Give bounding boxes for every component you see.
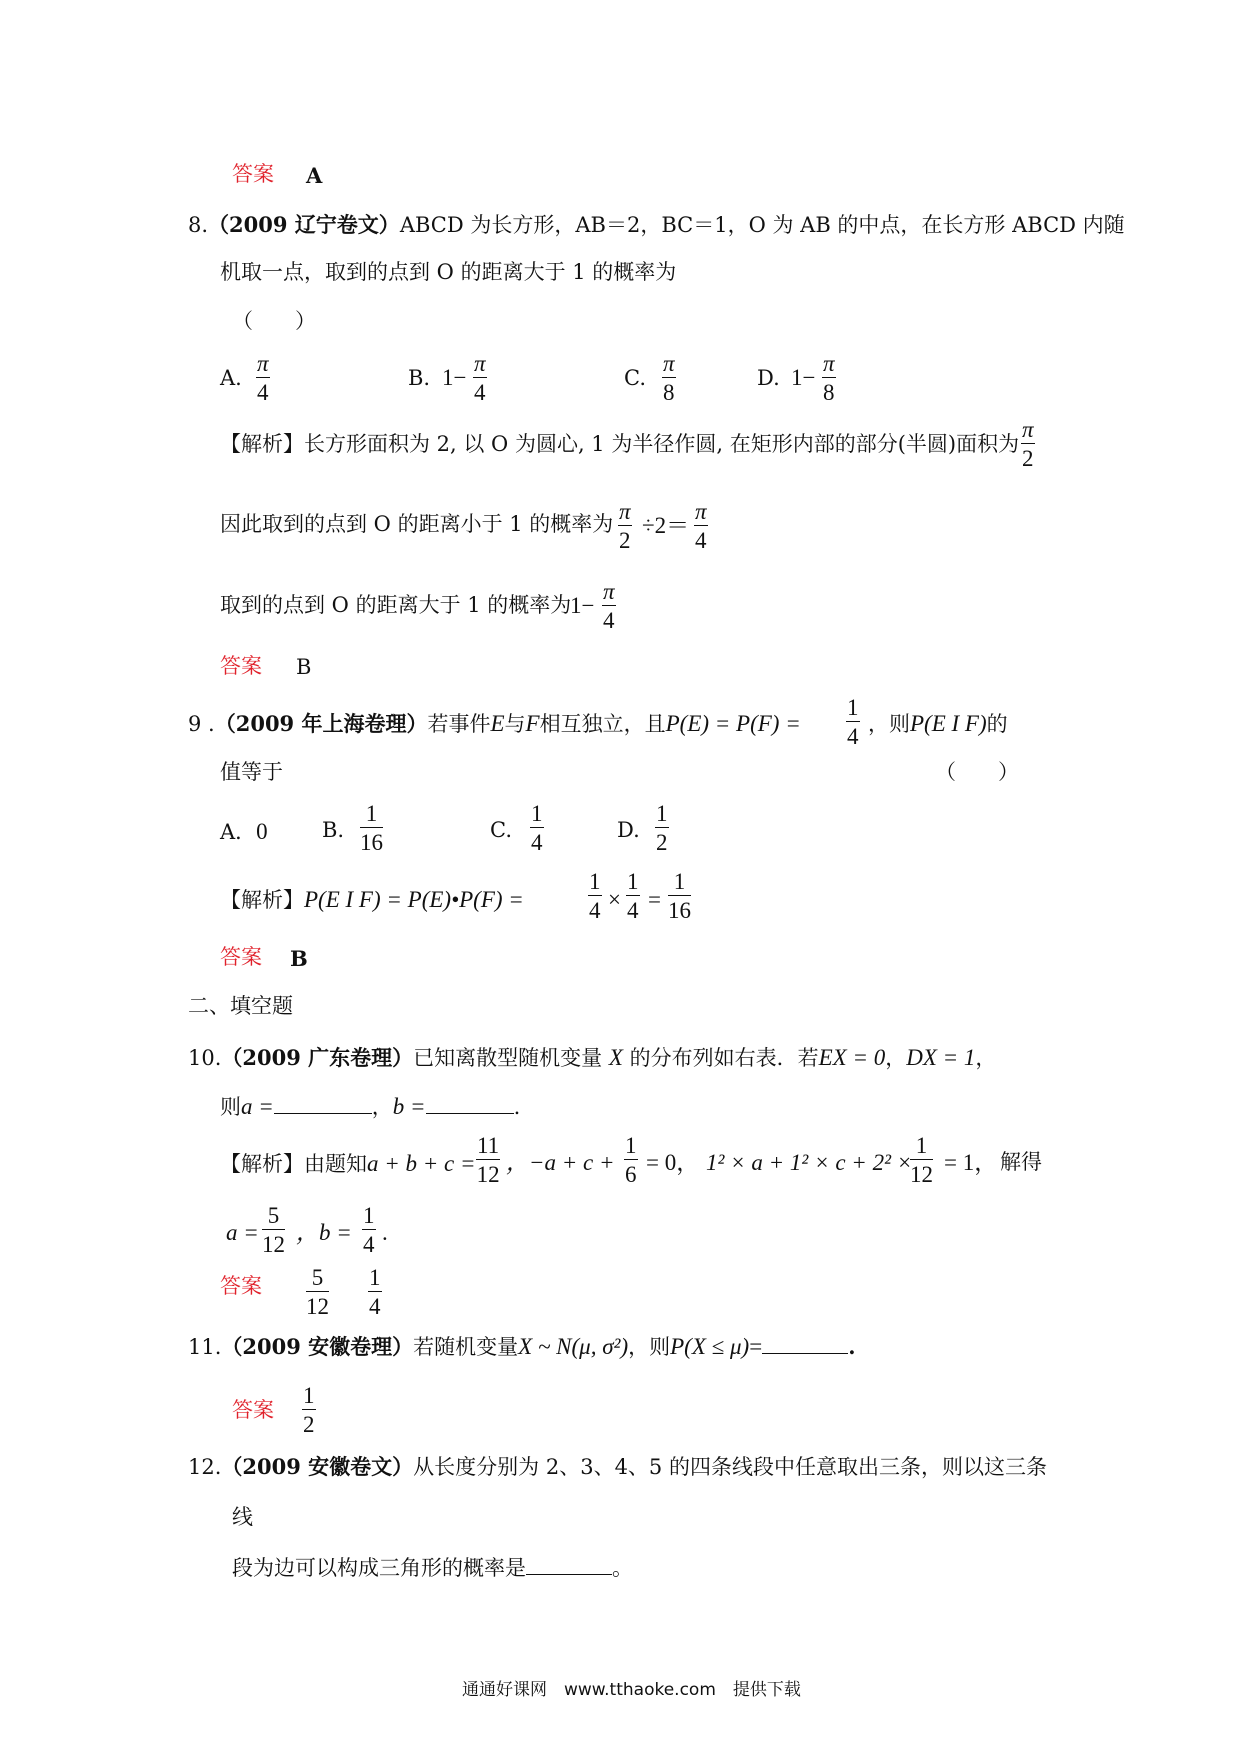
analysis-tag: 【解析】 (220, 432, 304, 456)
analysis-operator: ÷2＝ (642, 513, 690, 538)
result-fraction: 5 12 (262, 1203, 285, 1257)
analysis-fraction: 1 4 (627, 869, 639, 923)
section-title: 二、填空题 (188, 994, 293, 1018)
answer-label: 答案 (232, 1398, 274, 1422)
analysis-line1: 【解析】长方形面积为 2, 以 O 为圆心, 1 为半径作圆, 在矩形内部的部分(半圆)面积为 (220, 432, 1020, 456)
analysis-fraction: π 4 (695, 499, 707, 553)
result-a: a = (226, 1220, 259, 1245)
option-b-fraction: 1 16 (360, 801, 383, 855)
answer-blank[interactable] (274, 1095, 372, 1114)
analysis-tag: 【解析】 (220, 1152, 304, 1176)
question-number: 12. (188, 1455, 222, 1479)
analysis-prefix: 1− (570, 593, 595, 618)
option-d-fraction: 1 2 (656, 801, 668, 855)
result-fraction: 1 4 (363, 1203, 375, 1257)
answer-blank[interactable] (762, 1335, 848, 1354)
answer-fraction: 5 12 (306, 1265, 329, 1319)
option-d-prefix: 1− (791, 365, 816, 390)
question-9: 9 .（2009 年上海卷理）若事件E与F相互独立，且P(E) = P(F) = (188, 711, 801, 736)
analysis-expression: ，−a + c + (506, 1150, 615, 1175)
answer-blank[interactable] (426, 1095, 514, 1114)
answer-value: B (290, 946, 308, 971)
analysis-tag: 【解析】 (220, 888, 304, 912)
analysis-operator: = (648, 887, 661, 912)
question-stem-tail: ，则P(E I F)的 (868, 711, 1008, 736)
question-stem-line3: 段为边可以构成三角形的概率是 。 (232, 1556, 633, 1580)
option-a: A．0 (220, 819, 268, 844)
question-stem-line2: 则a = ，b = . (220, 1094, 521, 1119)
option-c-fraction: π 8 (663, 351, 675, 405)
option-b-prefix: 1− (442, 365, 467, 390)
question-number: 11. (188, 1335, 222, 1359)
analysis-expression: 1² × a + 1² × c + 2² × (706, 1150, 913, 1175)
analysis-line2: 因此取到的点到 O 的距离小于 1 的概率为 (220, 512, 614, 536)
answer-value: B (296, 655, 312, 679)
question-source: （2009 安徽卷文） (221, 1454, 414, 1479)
question-number: 8. (188, 213, 209, 237)
option-d-label: D. (617, 818, 640, 842)
analysis-line1: 【解析】由题知a + b + c = (220, 1151, 476, 1176)
option-b-fraction: π 4 (474, 351, 486, 405)
analysis-line3: 取到的点到 O 的距离大于 1 的概率为 (220, 593, 572, 617)
question-12: 12.（2009 安徽卷文）从长度分别为 2、3、4、5 的四条线段中任意取出三条，则以这三条 (188, 1454, 1047, 1479)
option-b-label: B. (408, 366, 431, 390)
option-b-label: B. (322, 818, 345, 842)
answer-label: 答案 (220, 654, 262, 678)
analysis-fraction: 1 6 (625, 1133, 637, 1187)
answer-label: 答案 (232, 162, 274, 186)
question-stem: ABCD 为长方形，AB＝2，BC＝1，O 为 AB 的中点，在长方形 ABCD 内随 (399, 213, 1125, 237)
result-b: ，b = (296, 1220, 352, 1245)
option-c-label: C. (490, 818, 512, 842)
analysis-operator: × (608, 887, 621, 912)
question-stem-line2: 值等于 (220, 760, 283, 784)
analysis-fraction: 1 16 (668, 869, 691, 923)
answer-paren: （ ） (935, 760, 1019, 784)
option-a-label: A. (220, 366, 242, 390)
analysis-fraction: π 4 (603, 579, 615, 633)
question-8 (188, 214, 1125, 236)
answer-blank[interactable] (526, 1556, 612, 1575)
question-number: 10. (188, 1046, 222, 1070)
option-d-label: D. (757, 366, 780, 390)
question-stem-line2: 线 (232, 1505, 253, 1529)
result-tail: . (382, 1220, 388, 1245)
page-footer: 通通好课网 www.tthaoke.com 提供下载 (462, 1680, 801, 1700)
analysis-fraction: π 2 (619, 499, 631, 553)
analysis-expression: = 0， (646, 1150, 700, 1175)
analysis-fraction: 11 12 (476, 1133, 500, 1187)
question-source: （2009 年上海卷理） (214, 711, 428, 736)
answer-fraction: 1 2 (303, 1383, 315, 1437)
question-source: （2009 辽宁卷文） (208, 212, 400, 237)
question-number: 9 . (188, 712, 215, 736)
analysis-fraction: π 2 (1022, 417, 1034, 471)
answer-paren: （ ） (232, 309, 316, 333)
answer-label: 答案 (220, 945, 262, 969)
question-source: （2009 安徽卷理） (221, 1334, 414, 1359)
option-d-fraction: π 8 (823, 351, 835, 405)
question-stem-line2: 机取一点，取到的点到 O 的距离大于 1 的概率为 (220, 260, 677, 284)
option-a-fraction: π 4 (257, 351, 269, 405)
answer-label: 答案 (220, 1274, 262, 1298)
question-source: （2009 广东卷理） (221, 1045, 414, 1070)
analysis-expression: = 1， (944, 1150, 998, 1175)
question-11: 11.（2009 安徽卷理）若随机变量X ~ N(μ, σ²)，则P(X ≤ μ)= . (188, 1334, 856, 1359)
answer-fraction: 1 4 (369, 1265, 381, 1319)
option-c-fraction: 1 4 (531, 801, 543, 855)
answer-value: A (306, 163, 323, 188)
analysis-fraction: 1 4 (589, 869, 601, 923)
question-10: 10.（2009 广东卷理）已知离散型随机变量 X 的分布列如右表．若EX = 0，DX = 1， (188, 1045, 997, 1070)
analysis-fraction: 1 12 (910, 1133, 933, 1187)
analysis-line1: 【解析】P(E I F) = P(E)•P(F) = (220, 887, 524, 912)
analysis-text: 解得 (1000, 1150, 1042, 1174)
option-c-label: C. (624, 366, 646, 390)
question-fraction: 1 4 (847, 695, 859, 749)
